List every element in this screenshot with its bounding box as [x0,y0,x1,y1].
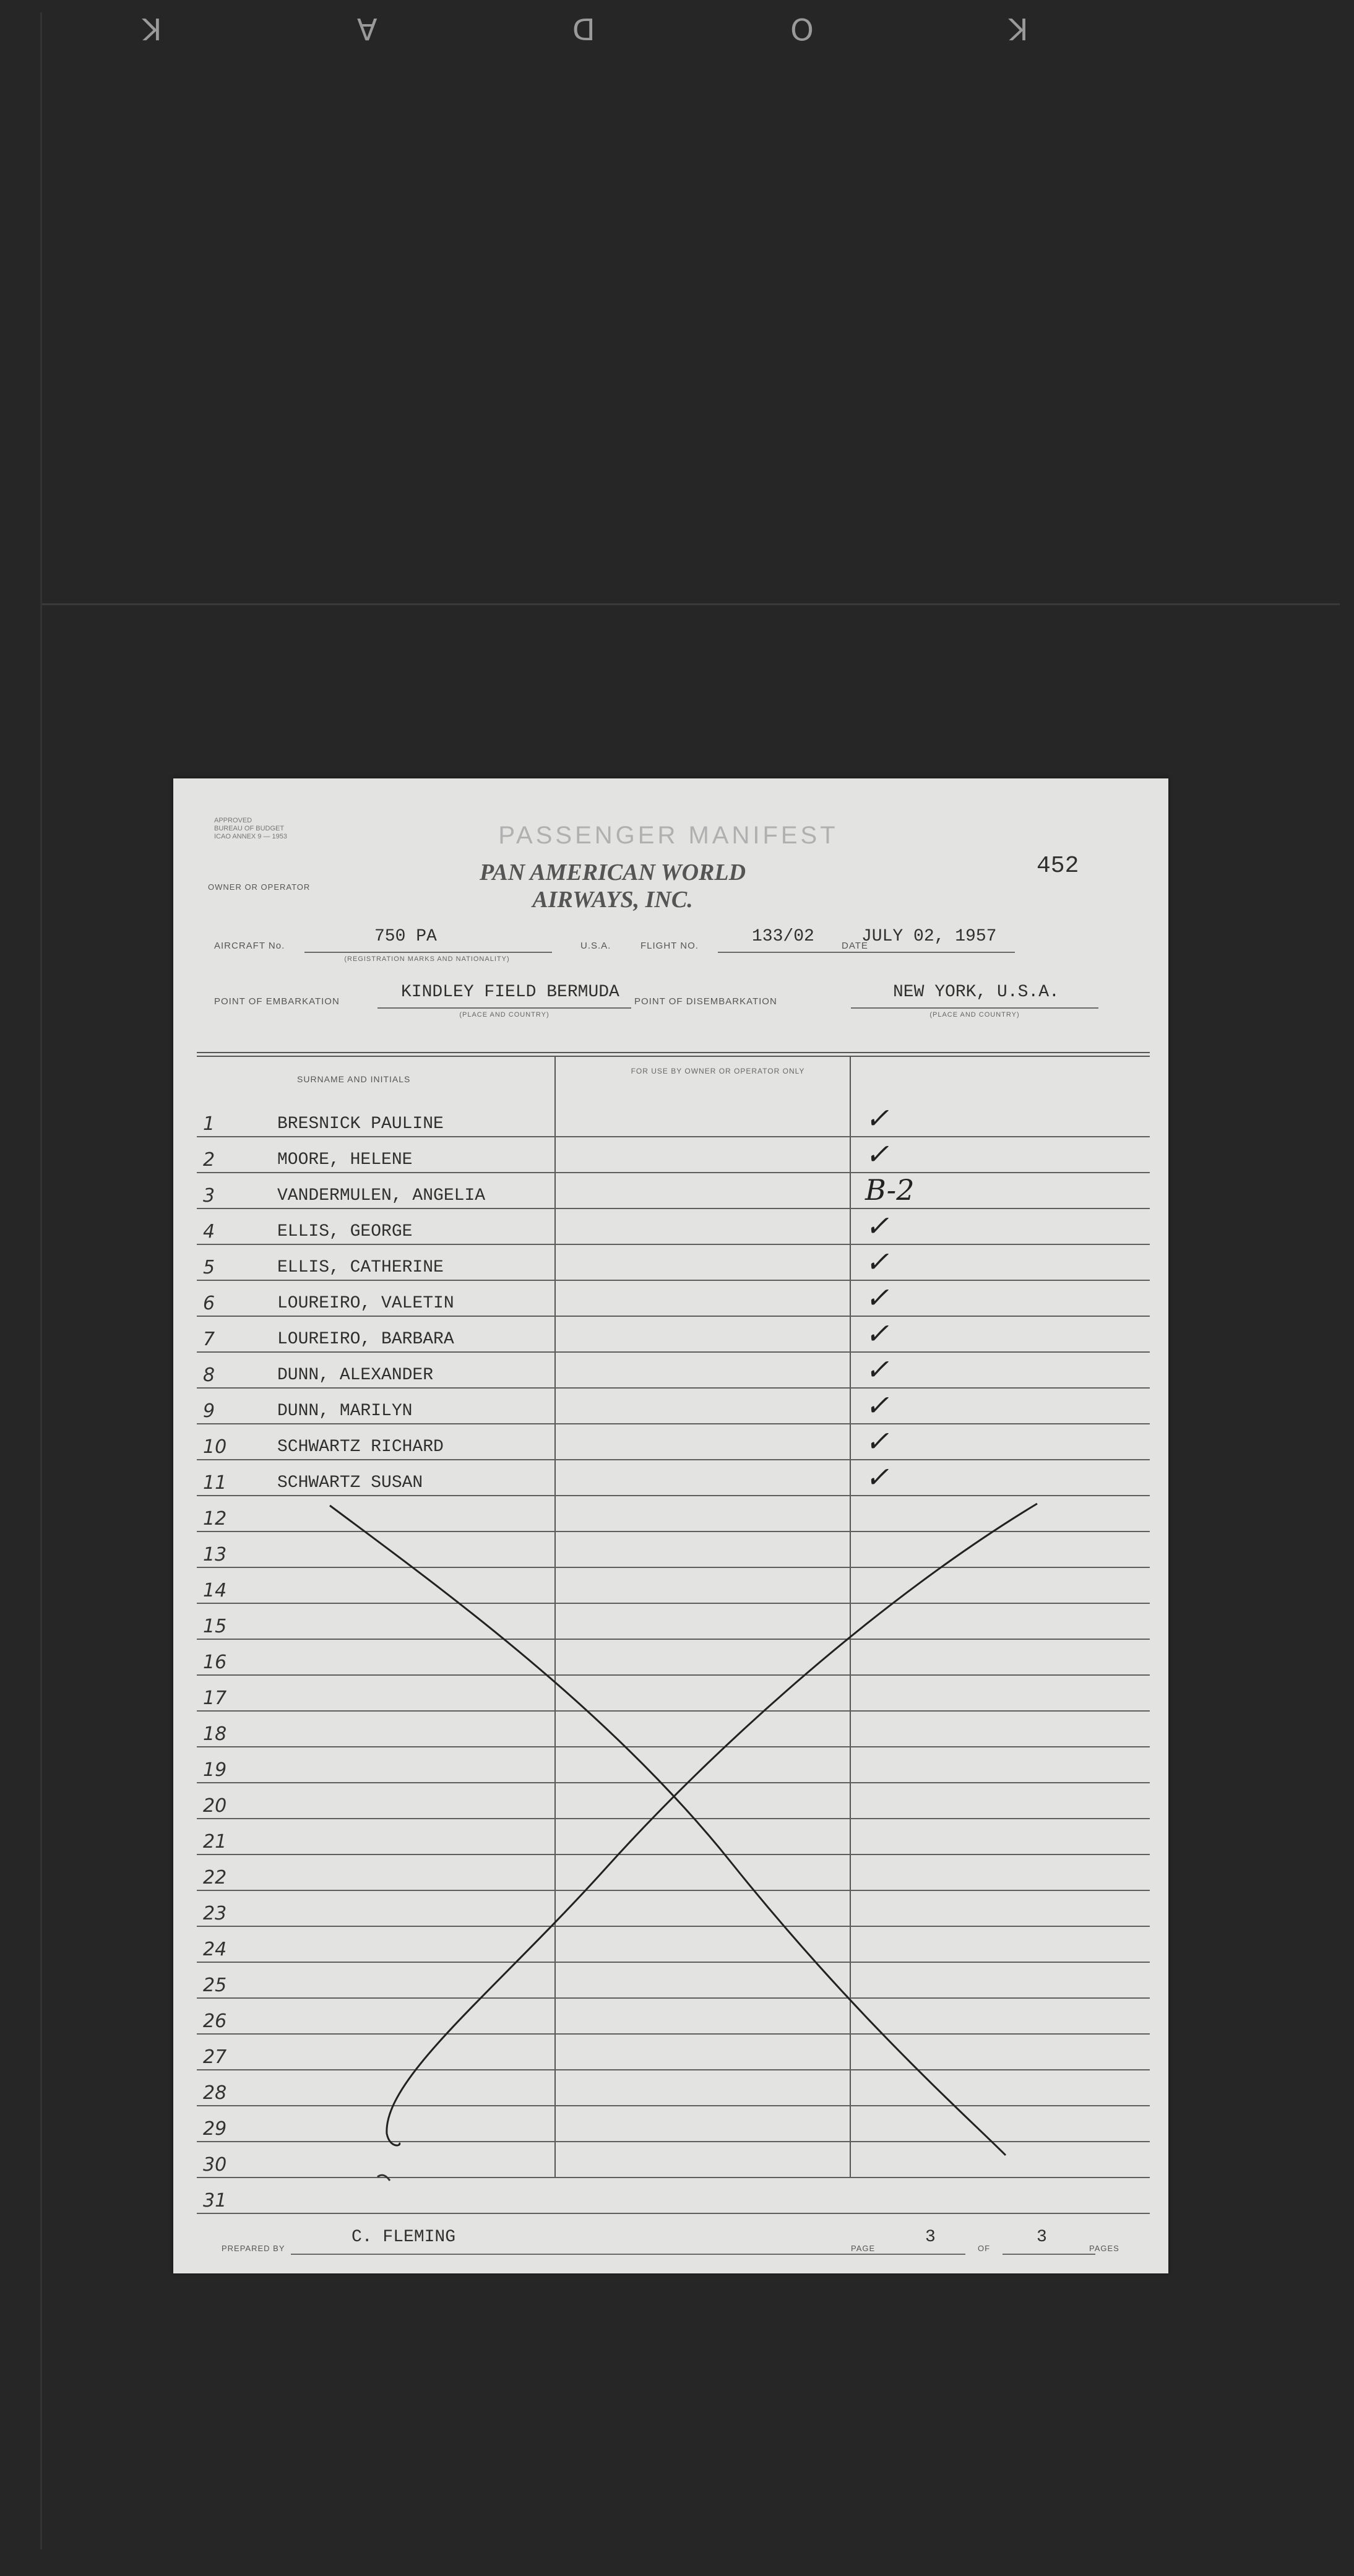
row-number: 29 [203,2118,227,2140]
date-label: DATE [842,941,868,951]
row-number: 25 [203,1975,227,1996]
row-number: 7 [203,1329,215,1350]
table-row [197,1244,1150,1281]
check-mark: ✓ [865,1209,889,1243]
table-row [197,1208,1150,1245]
table-row [197,2105,1150,2142]
table-top-rule [197,1052,1150,1057]
passenger-name: ELLIS, CATHERINE [277,1258,444,1277]
table-row [197,1172,1150,1209]
row-number: 8 [203,1364,215,1386]
owner-operator-label: OWNER OR OPERATOR [208,882,311,892]
check-mark: ✓ [865,1353,889,1386]
aircraft-label: AIRCRAFT No. [214,941,285,951]
embarkation-label: POINT OF EMBARKATION [214,996,340,1007]
aircraft-caption: (REGISTRATION MARKS AND NATIONALITY) [344,955,510,963]
passenger-name: BRESNICK PAULINE [277,1114,444,1134]
prepared-by-value: C. FLEMING [351,2228,456,2247]
check-mark: ✓ [865,1101,889,1135]
column-header-name: SURNAME AND INITIALS [297,1074,411,1084]
check-mark: ✓ [865,1389,889,1422]
passenger-name: LOUREIRO, VALETIN [277,1294,454,1313]
table-row [197,1459,1150,1496]
table-row [197,1567,1150,1604]
row-number: 28 [203,2082,227,2104]
row-number: 20 [203,1795,227,1817]
flight-value: 133/02 [752,927,814,946]
table-row [197,1387,1150,1424]
check-mark: ✓ [865,1460,889,1494]
check-mark: ✓ [865,1317,889,1350]
row-number: 15 [203,1616,227,1637]
table-row [197,1962,1150,1999]
passenger-name: DUNN, MARILYN [277,1402,413,1421]
row-number: 30 [203,2154,227,2176]
film-frame-line [40,603,1340,605]
manifest-number: 452 [1037,853,1079,879]
table-row [197,1782,1150,1819]
row-number: 2 [203,1149,215,1171]
passenger-name: LOUREIRO, BARBARA [277,1330,454,1349]
passenger-name: VANDERMULEN, ANGELIA [277,1186,486,1205]
table-row [197,1100,1150,1137]
check-mark: B-2 [865,1173,915,1207]
disembarkation-value: NEW YORK, U.S.A. [893,983,1059,1002]
prepared-by-line [291,2254,965,2255]
disembarkation-line [851,1007,1098,1009]
row-number: 21 [203,1831,227,1853]
embarkation-value: KINDLEY FIELD BERMUDA [401,983,619,1002]
passenger-name: SCHWARTZ RICHARD [277,1437,444,1457]
column-header-owner: FOR USE BY OWNER OR OPERATOR ONLY [631,1067,805,1075]
row-number: 14 [203,1580,227,1601]
row-number: 6 [203,1293,215,1314]
table-row [197,2141,1150,2178]
page-value: 3 [925,2228,936,2247]
table-row [197,1603,1150,1640]
table-row [197,1710,1150,1747]
row-number: 17 [203,1687,227,1709]
row-number: 16 [203,1652,227,1673]
passenger-name: SCHWARTZ SUSAN [277,1473,423,1493]
row-number: 27 [203,2046,227,2068]
film-edge-text: K O D A K [50,11,1028,46]
date-value: JULY 02, 1957 [861,927,997,946]
approval-stamp-text: APPROVED BUREAU OF BUDGET ICAO ANNEX 9 — 1953 [214,817,287,840]
table-row [197,1639,1150,1676]
page-label: PAGE [851,2244,876,2253]
flight-label: FLIGHT NO. [640,941,699,951]
table-row [197,1423,1150,1460]
table-row [197,2069,1150,2106]
table-row [197,1818,1150,1855]
row-number: 19 [203,1759,227,1781]
table-row [197,1854,1150,1891]
row-number: 26 [203,2010,227,2032]
flight-line [718,952,1015,953]
table-row [197,1746,1150,1783]
pages-label: PAGES [1089,2244,1119,2253]
airline-name: PAN AMERICAN WORLD AIRWAYS, INC. [479,859,746,913]
of-value: 3 [1037,2228,1047,2247]
table-row [197,1351,1150,1389]
row-number: 23 [203,1903,227,1924]
row-number: 24 [203,1939,227,1960]
row-number: 5 [203,1257,215,1278]
check-mark: ✓ [865,1281,889,1314]
table-row [197,1674,1150,1712]
passenger-name: MOORE, HELENE [277,1150,413,1170]
row-number: 9 [203,1400,215,1422]
disembarkation-caption: (PLACE AND COUNTRY) [929,1011,1020,1019]
country-text: U.S.A. [580,941,611,951]
check-mark: ✓ [865,1245,889,1278]
table-row [197,2033,1150,2070]
of-label: OF [978,2244,991,2253]
check-mark: ✓ [865,1137,889,1171]
row-number: 11 [203,1472,227,1494]
check-mark: ✓ [865,1424,889,1458]
embarkation-line [377,1007,631,1009]
table-row [197,1531,1150,1568]
table-row [197,1136,1150,1173]
row-number: 18 [203,1723,227,1745]
table-row [197,1890,1150,1927]
row-number: 31 [203,2190,227,2212]
row-number: 12 [203,1508,227,1530]
document-title: PASSENGER MANIFEST [498,822,839,849]
aircraft-value: 750 PA [374,927,437,946]
prepared-by-label: PREPARED BY [222,2244,285,2253]
table-row [197,2177,1150,2214]
table-row [197,1316,1150,1353]
embarkation-caption: (PLACE AND COUNTRY) [459,1011,550,1019]
passenger-name: ELLIS, GEORGE [277,1222,413,1241]
table-row [197,1926,1150,1963]
film-frame-edge [40,12,42,2549]
row-number: 1 [203,1113,215,1135]
table-row [197,1997,1150,2035]
disembarkation-label: POINT OF DISEMBARKATION [634,996,777,1007]
row-number: 22 [203,1867,227,1889]
row-number: 10 [203,1436,227,1458]
passenger-name: DUNN, ALEXANDER [277,1366,434,1385]
row-number: 4 [203,1221,215,1243]
aircraft-line [304,952,552,953]
row-number: 13 [203,1544,227,1566]
of-line [1003,2254,1095,2255]
table-row [197,1280,1150,1317]
row-number: 3 [203,1185,215,1207]
passenger-manifest-sheet [173,778,1168,2273]
table-row [197,1495,1150,1532]
